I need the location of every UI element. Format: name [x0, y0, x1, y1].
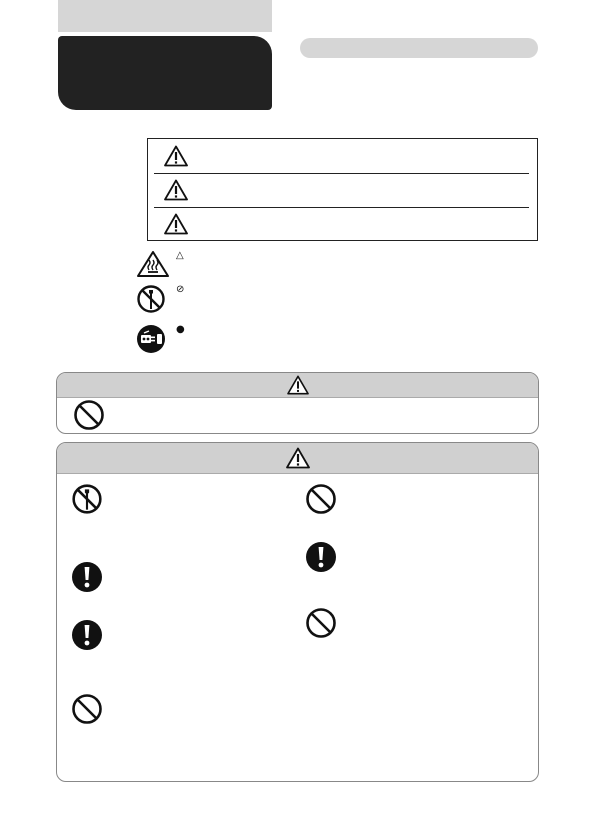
mandatory-action-icon [71, 561, 105, 595]
warning-panel [56, 442, 539, 782]
warning-triangle-icon [164, 179, 188, 201]
warning-triangle-icon [164, 213, 188, 235]
prohibited-icon [305, 483, 339, 517]
warning-panel-header [57, 443, 538, 474]
signal-row-caution [148, 209, 537, 242]
do-not-disassemble-icon [136, 284, 166, 314]
mandatory-action-icon [71, 619, 105, 653]
signal-row-danger [148, 141, 537, 174]
legend-prohibition [136, 284, 536, 320]
prohibited-icon [71, 693, 105, 727]
mandatory-action-icon [305, 541, 339, 575]
subtitle-pill [300, 38, 538, 58]
signal-word-table [147, 138, 538, 241]
warning-triangle-icon [287, 375, 309, 395]
legend-caution [136, 250, 536, 286]
warning-triangle-icon [286, 447, 310, 469]
legend-instruction [136, 324, 536, 360]
unplug-icon [136, 324, 166, 354]
do-not-disassemble-icon [71, 483, 105, 517]
danger-panel [56, 372, 539, 434]
danger-panel-header [57, 373, 538, 398]
prohibited-icon [73, 399, 107, 433]
prohibited-icon [305, 607, 339, 641]
header-grey-tab [58, 0, 272, 32]
warning-triangle-icon [164, 145, 188, 167]
section-title-block [58, 36, 272, 110]
prohibition-mark: ⊘ [176, 284, 185, 295]
signal-row-warning [148, 175, 537, 208]
instruction-mark: ● [176, 324, 185, 335]
table-divider [154, 173, 529, 174]
caution-mark: △ [176, 250, 184, 261]
hot-surface-triangle-icon [136, 250, 170, 278]
table-divider [154, 207, 529, 208]
